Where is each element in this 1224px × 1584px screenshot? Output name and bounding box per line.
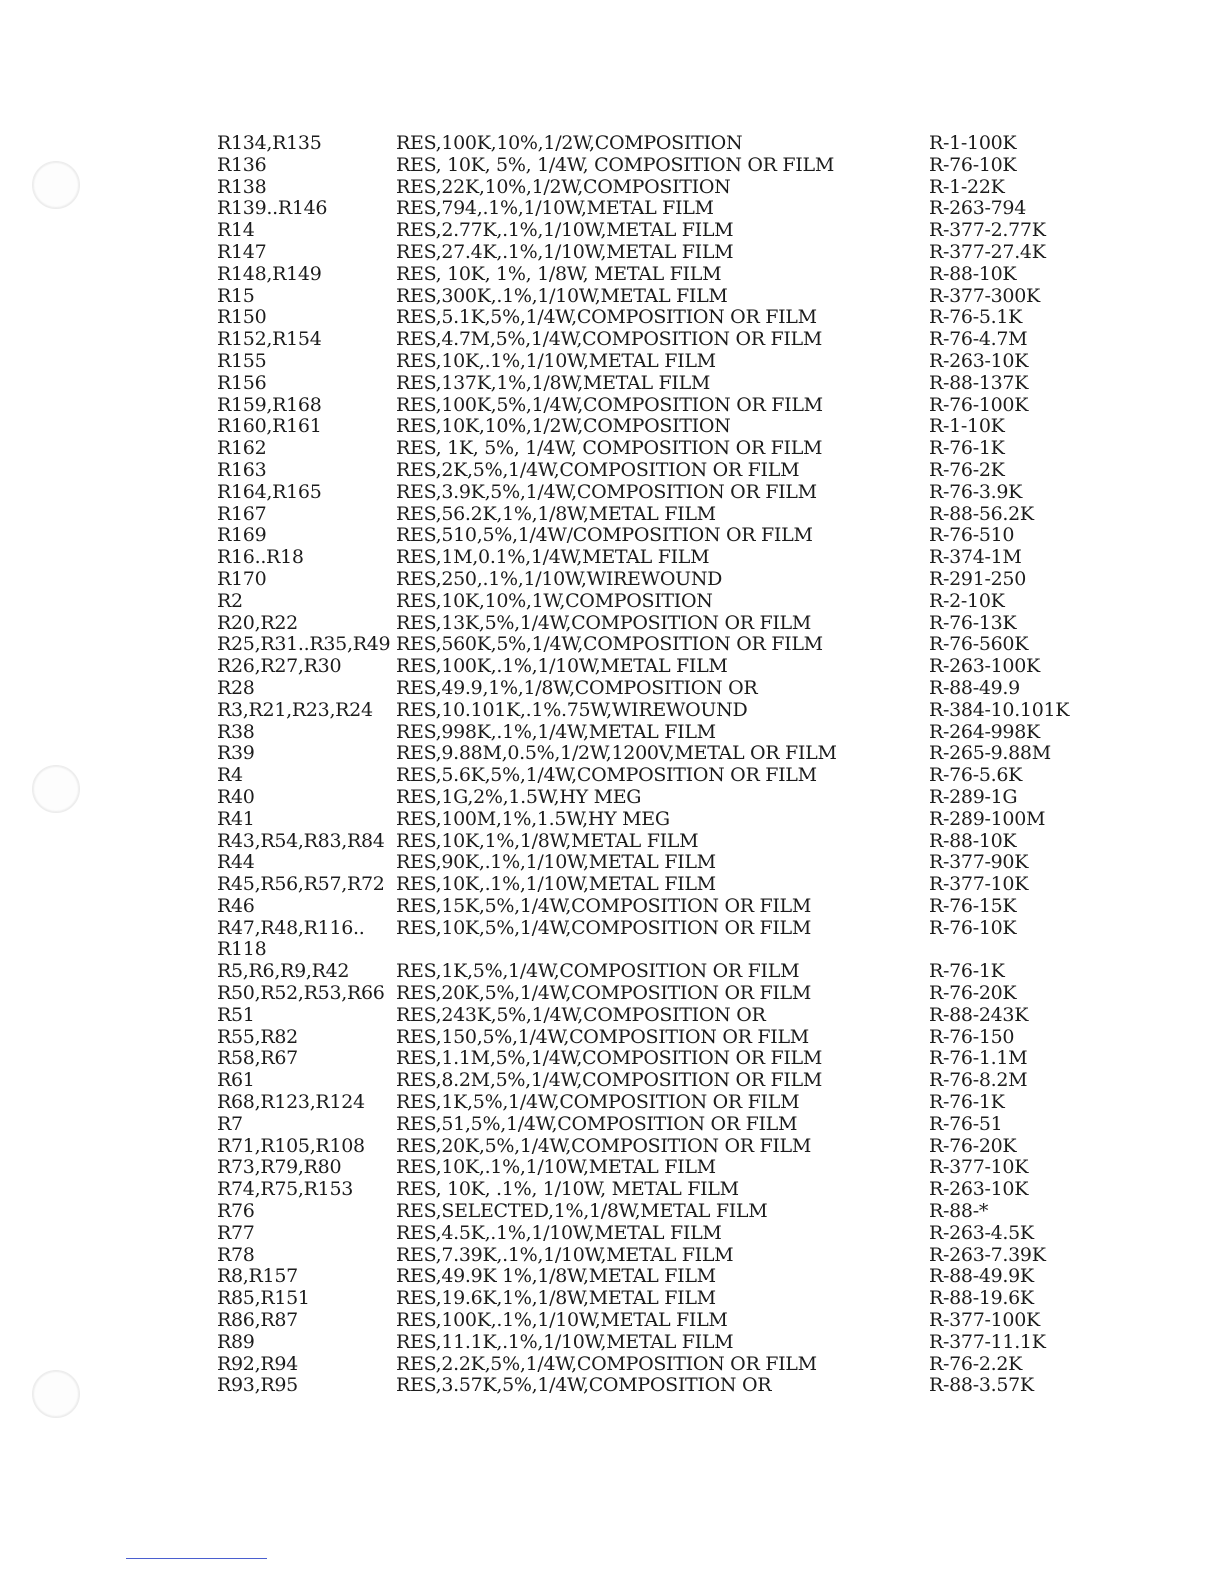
part-number: R-263-10K [929,349,1029,372]
table-row [217,918,1079,940]
table-row [217,700,1079,722]
part-number: R-88-243K [929,1003,1029,1026]
reference-designator: R169 [217,524,267,547]
reference-designator: R155 [217,349,267,372]
part-description: RES,1.1M,5%,1/4W,COMPOSITION OR FILM [396,1047,823,1070]
part-description: RES,10K,10%,1W,COMPOSITION [396,589,713,612]
reference-designator: R16..R18 [217,546,304,569]
table-row [217,307,1079,329]
table-row [217,831,1079,853]
table-row [217,1201,1079,1223]
part-description: RES,8.2M,5%,1/4W,COMPOSITION OR FILM [396,1069,823,1092]
part-description: RES,9.88M,0.5%,1/2W,1200V,METAL OR FILM [396,742,837,765]
reference-designator: R45,R56,R57,R72 [217,873,385,896]
part-number: R-88-49.9 [929,676,1020,699]
table-row [217,438,1079,460]
part-number: R-377-100K [929,1309,1040,1332]
part-description: RES,4.7M,5%,1/4W,COMPOSITION OR FILM [396,328,823,351]
part-description: RES,56.2K,1%,1/8W,METAL FILM [396,502,716,525]
part-number: R-76-10K [929,153,1017,176]
table-row [217,329,1079,351]
table-row [217,678,1079,700]
part-description: RES,11.1K,.1%,1/10W,METAL FILM [396,1330,734,1353]
part-description: RES,100K,.1%,1/10W,METAL FILM [396,1309,728,1332]
part-number: R-88-19.6K [929,1287,1034,1310]
part-description: RES,1K,5%,1/4W,COMPOSITION OR FILM [396,960,800,983]
table-row [217,613,1079,635]
part-number: R-377-10K [929,873,1029,896]
reference-designator: R136 [217,153,267,176]
reference-designator: R5,R6,R9,R42 [217,960,350,983]
table-row [217,983,1079,1005]
part-description: RES,5.6K,5%,1/4W,COMPOSITION OR FILM [396,764,817,787]
reference-designator: R55,R82 [217,1025,298,1048]
part-description [396,939,929,961]
reference-designator: R26,R27,R30 [217,655,342,678]
part-number: R-88-10K [929,829,1017,852]
part-number: R-76-8.2M [929,1069,1028,1092]
part-number [929,939,1079,961]
part-number: R-374-1M [929,546,1022,569]
table-row [217,743,1079,765]
part-description: RES,4.5K,.1%,1/10W,METAL FILM [396,1221,722,1244]
part-description: RES,22K,10%,1/2W,COMPOSITION [396,175,731,198]
part-description: RES,10K,5%,1/4W,COMPOSITION OR FILM [396,916,812,939]
table-row [217,591,1079,613]
part-number: R-263-10K [929,1178,1029,1201]
reference-designator: R78 [217,1243,255,1266]
table-row [217,504,1079,526]
reference-designator: R28 [217,676,255,699]
reference-designator: R118 [217,938,267,961]
part-number: R-88-* [929,1200,989,1223]
part-description: RES,560K,5%,1/4W,COMPOSITION OR FILM [396,633,823,656]
table-row [217,133,1079,155]
part-description: RES,794,.1%,1/10W,METAL FILM [396,197,714,220]
table-row [217,547,1079,569]
reference-designator: R61 [217,1069,255,1092]
reference-designator: R14 [217,219,255,242]
part-description: RES,7.39K,.1%,1/10W,METAL FILM [396,1243,734,1266]
reference-designator: R2 [217,589,243,612]
part-description: RES,2.77K,.1%,1/10W,METAL FILM [396,219,734,242]
table-row [217,460,1079,482]
part-number: R-76-20K [929,1134,1017,1157]
punch-hole-middle [32,765,80,813]
part-description: RES,SELECTED,1%,1/8W,METAL FILM [396,1200,768,1223]
part-description: RES,5.1K,5%,1/4W,COMPOSITION OR FILM [396,306,817,329]
reference-designator: R76 [217,1200,255,1223]
footer-rule [126,1558,267,1559]
punch-hole-top [32,161,80,209]
part-description: RES,15K,5%,1/4W,COMPOSITION OR FILM [396,894,812,917]
part-number: R-76-20K [929,982,1017,1005]
part-number: R-88-3.57K [929,1374,1034,1397]
part-description: RES,3.57K,5%,1/4W,COMPOSITION OR [396,1374,772,1397]
table-row [217,198,1079,220]
part-number: R-76-560K [929,633,1029,656]
reference-designator: R20,R22 [217,611,298,634]
table-row [217,351,1079,373]
table-row [217,874,1079,896]
reference-designator: R3,R21,R23,R24 [217,698,373,721]
reference-designator: R85,R151 [217,1287,310,1310]
part-description: RES,150,5%,1/4W,COMPOSITION OR FILM [396,1025,809,1048]
part-number: R-377-27.4K [929,240,1046,263]
part-number: R-377-90K [929,851,1029,874]
part-description: RES,49.9,1%,1/8W,COMPOSITION OR [396,676,758,699]
table-row [217,1310,1079,1332]
reference-designator: R74,R75,R153 [217,1178,354,1201]
table-row [217,373,1079,395]
part-description: RES,10K,10%,1/2W,COMPOSITION [396,415,731,438]
part-description: RES,1G,2%,1.5W,HY MEG [396,785,642,808]
part-number: R-289-100M [929,807,1046,830]
table-row [217,787,1079,809]
table-row [217,1092,1079,1114]
table-row [217,242,1079,264]
part-description: RES,1K,5%,1/4W,COMPOSITION OR FILM [396,1091,800,1114]
reference-designator: R156 [217,371,267,394]
part-number: R-76-51 [929,1112,1003,1135]
table-row [217,569,1079,591]
part-number: R-76-4.7M [929,328,1028,351]
part-number: R-1-10K [929,415,1005,438]
part-number: R-291-250 [929,567,1026,590]
part-description: RES,10K,1%,1/8W,METAL FILM [396,829,699,852]
part-number: R-377-10K [929,1156,1029,1179]
table-row [217,1245,1079,1267]
part-description: RES,10K,.1%,1/10W,METAL FILM [396,349,716,372]
part-description: RES,10K,.1%,1/10W,METAL FILM [396,873,716,896]
part-description: RES,27.4K,.1%,1/10W,METAL FILM [396,240,734,263]
part-description: RES,300K,.1%,1/10W,METAL FILM [396,284,728,307]
part-number: R-384-10.101K [929,698,1070,721]
table-row [217,264,1079,286]
part-number: R-263-794 [929,197,1026,220]
reference-designator: R139..R146 [217,197,328,220]
reference-designator: R8,R157 [217,1265,298,1288]
part-description: RES,3.9K,5%,1/4W,COMPOSITION OR FILM [396,480,817,503]
reference-designator: R7 [217,1112,243,1135]
reference-designator: R71,R105,R108 [217,1134,365,1157]
reference-designator: R4 [217,764,243,787]
table-row [217,1005,1079,1027]
punch-hole-bottom [32,1370,80,1418]
part-description: RES,49.9K 1%,1/8W,METAL FILM [396,1265,716,1288]
part-description: RES,137K,1%,1/8W,METAL FILM [396,371,711,394]
part-description: RES,2K,5%,1/4W,COMPOSITION OR FILM [396,458,800,481]
reference-designator: R86,R87 [217,1309,298,1332]
part-description: RES,51,5%,1/4W,COMPOSITION OR FILM [396,1112,798,1135]
table-row [217,1048,1079,1070]
reference-designator: R41 [217,807,255,830]
reference-designator: R39 [217,742,255,765]
reference-designator: R40 [217,785,255,808]
part-number: R-76-150 [929,1025,1015,1048]
table-row [217,525,1079,547]
part-number: R-76-510 [929,524,1015,547]
table-row [217,722,1079,744]
part-number: R-265-9.88M [929,742,1051,765]
part-number: R-377-2.77K [929,219,1046,242]
reference-designator: R93,R95 [217,1374,298,1397]
part-number: R-76-2.2K [929,1352,1023,1375]
part-description: RES,510,5%,1/4W/COMPOSITION OR FILM [396,524,813,547]
part-number: R-88-137K [929,371,1029,394]
reference-designator: R77 [217,1221,255,1244]
table-row [217,1288,1079,1310]
reference-designator: R163 [217,458,267,481]
reference-designator: R92,R94 [217,1352,298,1375]
table-row [217,1332,1079,1354]
reference-designator: R160,R161 [217,415,322,438]
table-row [217,939,1079,961]
table-row [217,1157,1079,1179]
part-description: RES,100M,1%,1.5W,HY MEG [396,807,670,830]
part-description: RES,10.101K,.1%.75W,WIREWOUND [396,698,748,721]
reference-designator: R44 [217,851,255,874]
parts-list-table [217,133,1079,1397]
reference-designator: R46 [217,894,255,917]
reference-designator: R147 [217,240,267,263]
table-row [217,482,1079,504]
reference-designator: R47,R48,R116.. [217,916,365,939]
part-number: R-289-1G [929,785,1018,808]
table-row [217,395,1079,417]
table-row [217,1223,1079,1245]
part-number: R-76-5.1K [929,306,1023,329]
reference-designator: R43,R54,R83,R84 [217,829,385,852]
part-description: RES,20K,5%,1/4W,COMPOSITION OR FILM [396,1134,812,1157]
part-description: RES,19.6K,1%,1/8W,METAL FILM [396,1287,716,1310]
part-number: R-76-15K [929,894,1017,917]
table-row [217,155,1079,177]
table-row [217,177,1079,199]
reference-designator: R162 [217,437,267,460]
part-number: R-263-100K [929,655,1040,678]
reference-designator: R170 [217,567,267,590]
table-row [217,634,1079,656]
table-row [217,656,1079,678]
reference-designator: R148,R149 [217,262,322,285]
part-description: RES, 10K, .1%, 1/10W, METAL FILM [396,1178,739,1201]
part-description: RES,90K,.1%,1/10W,METAL FILM [396,851,716,874]
table-row [217,1114,1079,1136]
table-row [217,809,1079,831]
table-row [217,220,1079,242]
reference-designator: R50,R52,R53,R66 [217,982,385,1005]
part-number: R-263-7.39K [929,1243,1046,1266]
part-description: RES,243K,5%,1/4W,COMPOSITION OR [396,1003,766,1026]
part-number: R-76-2K [929,458,1005,481]
part-number: R-377-300K [929,284,1040,307]
reference-designator: R15 [217,284,255,307]
part-number: R-76-10K [929,916,1017,939]
part-number: R-76-100K [929,393,1029,416]
reference-designator: R89 [217,1330,255,1353]
part-description: RES, 10K, 1%, 1/8W, METAL FILM [396,262,722,285]
reference-designator: R134,R135 [217,132,322,154]
part-description: RES,100K,10%,1/2W,COMPOSITION [396,132,743,154]
table-row [217,1266,1079,1288]
table-row [217,1027,1079,1049]
part-number: R-264-998K [929,720,1040,743]
part-description: RES, 1K, 5%, 1/4W, COMPOSITION OR FILM [396,437,823,460]
part-number: R-76-1K [929,1091,1005,1114]
part-number: R-76-13K [929,611,1017,634]
table-row [217,1179,1079,1201]
part-number: R-1-100K [929,132,1017,154]
part-number: R-377-11.1K [929,1330,1046,1353]
part-description: RES,20K,5%,1/4W,COMPOSITION OR FILM [396,982,812,1005]
reference-designator: R138 [217,175,267,198]
table-row [217,961,1079,983]
part-number: R-1-22K [929,175,1005,198]
part-description: RES,13K,5%,1/4W,COMPOSITION OR FILM [396,611,812,634]
part-description: RES,10K,.1%,1/10W,METAL FILM [396,1156,716,1179]
reference-designator: R159,R168 [217,393,322,416]
reference-designator: R73,R79,R80 [217,1156,342,1179]
reference-designator: R164,R165 [217,480,322,503]
reference-designator: R51 [217,1003,255,1026]
part-number: R-88-56.2K [929,502,1034,525]
table-row [217,765,1079,787]
part-number: R-76-3.9K [929,480,1023,503]
part-number: R-88-49.9K [929,1265,1034,1288]
reference-designator: R68,R123,R124 [217,1091,365,1114]
table-row [217,286,1079,308]
part-description: RES, 10K, 5%, 1/4W, COMPOSITION OR FILM [396,153,834,176]
table-row [217,896,1079,918]
part-number: R-76-1.1M [929,1047,1028,1070]
reference-designator: R150 [217,306,267,329]
table-row [217,1354,1079,1376]
part-description: RES,100K,5%,1/4W,COMPOSITION OR FILM [396,393,823,416]
part-number: R-76-1K [929,437,1005,460]
table-row [217,1136,1079,1158]
part-number: R-263-4.5K [929,1221,1034,1244]
reference-designator: R25,R31..R35,R49 [217,633,391,656]
reference-designator: R38 [217,720,255,743]
reference-designator: R152,R154 [217,328,322,351]
part-description: RES,998K,.1%,1/4W,METAL FILM [396,720,716,743]
table-row [217,1375,1079,1397]
part-description: RES,100K,.1%,1/10W,METAL FILM [396,655,728,678]
reference-designator: R167 [217,502,267,525]
reference-designator: R58,R67 [217,1047,298,1070]
part-description: RES,250,.1%,1/10W,WIREWOUND [396,567,723,590]
part-description: RES,2.2K,5%,1/4W,COMPOSITION OR FILM [396,1352,817,1375]
table-row [217,852,1079,874]
table-row [217,1070,1079,1092]
part-number: R-2-10K [929,589,1005,612]
part-description: RES,1M,0.1%,1/4W,METAL FILM [396,546,710,569]
part-number: R-76-5.6K [929,764,1023,787]
part-number: R-88-10K [929,262,1017,285]
part-number: R-76-1K [929,960,1005,983]
table-row [217,416,1079,438]
